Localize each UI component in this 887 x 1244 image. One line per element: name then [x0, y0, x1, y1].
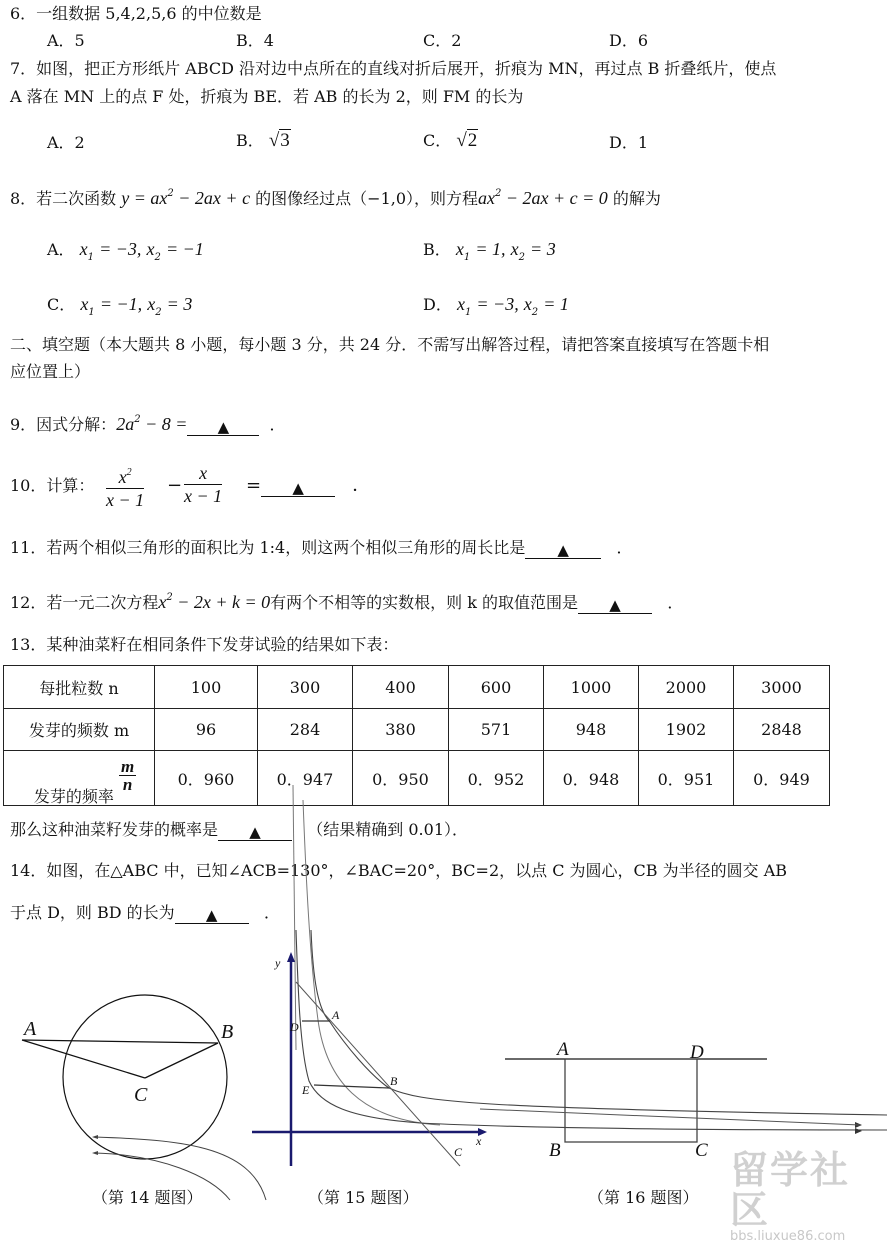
triangle-icon: ▲	[292, 479, 304, 497]
stray-lines	[293, 785, 440, 1125]
cell-rate: 0．949	[734, 751, 830, 806]
fig14-label-c: C	[134, 1084, 148, 1106]
x2-value: = −1	[165, 239, 204, 259]
cell-m: 380	[353, 709, 449, 751]
sqrt-icon: √2	[456, 130, 478, 151]
cell-m: 96	[155, 709, 258, 751]
cell-m: 1902	[639, 709, 734, 751]
q14-end: ．	[263, 903, 280, 922]
fig14-segment-ac	[22, 1040, 145, 1078]
triangle-icon: ▲	[249, 823, 261, 841]
stray-curve	[303, 800, 440, 1125]
q10-numerator-2: x	[184, 462, 222, 485]
q9-expr: 2a	[116, 414, 135, 434]
watermark-url: bbs.liuxue86.com	[730, 1229, 846, 1244]
q7-option-b-radicand: 3	[280, 130, 290, 151]
x-symbol: x	[510, 239, 519, 259]
x1-value: = −3,	[476, 294, 519, 314]
q7-line2: A 落在 MN 上的点 F 处，折痕为 BE．若 AB 的长为 2，则 FM 的长为	[10, 87, 524, 106]
fig15-label-e: E	[302, 1083, 310, 1097]
fig15-curve-inner	[296, 930, 887, 1130]
q12-exponent: 2	[166, 592, 173, 603]
fig15-curve-outer	[311, 930, 887, 1115]
fig16-ray-1	[480, 1109, 860, 1125]
fig15-segment-eb	[314, 1085, 389, 1088]
figure-16	[480, 1039, 862, 1161]
cell-rate: 0．950	[353, 751, 449, 806]
x2-value: = 3	[166, 294, 193, 314]
triangle-icon: ▲	[205, 906, 218, 924]
q8-suffix: 的解为	[612, 189, 661, 208]
fig15-label-b: B	[390, 1074, 398, 1088]
q10-equals: =	[246, 475, 262, 496]
cell-n: 600	[449, 666, 544, 709]
x-symbol: x	[79, 239, 88, 259]
fig14-label-b: B	[221, 1021, 234, 1043]
q9-exponent: 2	[134, 414, 141, 425]
fig14-circle	[63, 995, 227, 1159]
q7-option-b-label: B．	[236, 131, 264, 150]
q7-option-a: A．2	[47, 133, 85, 152]
q9-end: ．	[269, 415, 286, 434]
subscript: 1	[88, 307, 95, 318]
stray-line	[293, 785, 296, 1050]
fig15-line-ac	[296, 982, 460, 1166]
watermark	[730, 1150, 887, 1244]
x2-value: = 3	[530, 239, 556, 259]
q10-denominator-2: x − 1	[184, 486, 223, 506]
x2-value: = 1	[543, 294, 569, 314]
fig16-caption: （第 16 题图）	[588, 1188, 699, 1207]
fig15-label-y: y	[275, 956, 281, 970]
fig16-label-d: D	[690, 1042, 704, 1063]
subscript: 1	[463, 252, 471, 263]
q8-equation-rest: − 2ax + c = 0	[501, 188, 608, 208]
figure-14	[22, 995, 266, 1200]
q7-option-d: D．1	[609, 133, 649, 152]
q8-function-exponent: 2	[167, 188, 174, 199]
fig16-label-c: C	[695, 1140, 708, 1161]
cell-n: 2000	[639, 666, 734, 709]
subscript: 2	[155, 307, 162, 318]
option-label: B．	[423, 240, 451, 259]
q8-equation: ax	[478, 188, 496, 208]
arrow-icon	[287, 952, 295, 962]
q13-after: 那么这种油菜籽发芽的概率是	[10, 820, 219, 839]
x-symbol: x	[456, 294, 465, 314]
q13-stem: 13．某种油菜籽在相同条件下发芽试验的结果如下表：	[10, 635, 399, 654]
section2-header-line1: 二、填空题（本大题共 8 小题，每小题 3 分，共 24 分．不需写出解答过程，请把答案直接填写在答题卡相	[10, 335, 770, 354]
cell-rate: 0．947	[258, 751, 353, 806]
row-header-n: 每批粒数 n	[4, 666, 155, 709]
q12-end: ．	[667, 593, 684, 612]
q12-suffix: 有两个不相等的实数根，则 k 的取值范围是	[270, 593, 579, 612]
cell-rate: 0．951	[639, 751, 734, 806]
q8-function: y = ax	[121, 188, 168, 208]
subscript: 2	[531, 307, 539, 318]
cell-m: 571	[449, 709, 544, 751]
x-symbol: x	[80, 294, 89, 314]
figure-15	[252, 930, 887, 1166]
q14-line1: 14．如图，在△ABC 中，已知∠ACB=130°，∠BAC=20°，BC=2，以点 C 为圆心，CB 为半径的圆交 AB	[10, 861, 788, 880]
x-symbol: x	[146, 239, 155, 259]
q7-option-c-label: C．	[423, 131, 452, 150]
x1-value: = −1,	[99, 294, 143, 314]
num1-exponent: 2	[126, 467, 132, 478]
cell-m: 948	[544, 709, 639, 751]
option-label: A．	[47, 240, 75, 259]
q12-prefix: 12．若一元二次方程	[10, 593, 159, 612]
row-header-m: 发芽的频数 m	[4, 709, 155, 751]
subscript: 1	[464, 307, 472, 318]
subscript: 2	[154, 252, 161, 263]
q6-option-c: C．2	[423, 31, 462, 50]
x-symbol: x	[147, 294, 156, 314]
fig15-label-c: C	[454, 1145, 463, 1159]
q8-equation-exponent: 2	[495, 188, 502, 199]
cell-rate: 0．948	[544, 751, 639, 806]
cell-n: 300	[258, 666, 353, 709]
q12-rest: − 2x + k = 0	[172, 592, 271, 612]
option-label: C．	[47, 295, 76, 314]
q9-rest: − 8 =	[140, 414, 188, 434]
fig16-label-b: B	[549, 1140, 561, 1161]
cell-rate: 0．960	[155, 751, 258, 806]
q10-denominator-1: x − 1	[106, 490, 145, 510]
cell-m: 284	[258, 709, 353, 751]
fig15-label-x: x	[476, 1134, 482, 1148]
triangle-icon: ▲	[557, 541, 569, 559]
sqrt-icon: √3	[268, 130, 290, 151]
option-label: D．	[423, 295, 452, 314]
watermark-main: 留学社区	[730, 1148, 851, 1232]
cell-n: 100	[155, 666, 258, 709]
q6-option-d: D．6	[609, 31, 649, 50]
q6-option-b: B．4	[236, 31, 274, 50]
q10-end: ．	[352, 475, 371, 496]
x-symbol: x	[523, 294, 532, 314]
q10-prefix: 10．计算：	[10, 476, 95, 495]
triangle-icon: ▲	[217, 418, 230, 436]
cell-m: 2848	[734, 709, 830, 751]
fig15-label-d: D	[290, 1020, 299, 1034]
cell-rate: 0．952	[449, 751, 544, 806]
fig16-label-a: A	[557, 1039, 569, 1060]
q6-stem: 6．一组数据 5,4,2,5,6 的中位数是	[10, 4, 262, 23]
arrow-icon	[92, 1135, 98, 1155]
q6-option-a: A．5	[47, 31, 85, 50]
x-symbol: x	[455, 239, 464, 259]
q11-end: ．	[616, 538, 633, 557]
q9-prefix: 9．因式分解：	[10, 415, 117, 434]
q14-prefix: 于点 D，则 BD 的长为	[10, 903, 175, 922]
arrow-icon	[855, 1122, 862, 1134]
fig15-label-a: A	[332, 1008, 340, 1022]
num1-base: x	[118, 467, 127, 487]
q8-middle: 的图像经过点（−1,0），则方程	[255, 189, 479, 208]
x1-value: = 1,	[475, 239, 506, 259]
fig14-caption: （第 14 题图）	[92, 1188, 203, 1207]
cell-n: 1000	[544, 666, 639, 709]
cell-n: 400	[353, 666, 449, 709]
rate-fraction-denominator: n	[122, 774, 133, 794]
cell-n: 3000	[734, 666, 830, 709]
q12-expr: x	[158, 592, 167, 612]
fig14-segment-ab	[22, 1040, 218, 1043]
subscript: 2	[518, 252, 525, 263]
subscript: 1	[87, 252, 95, 263]
q7-option-c-radicand: 2	[467, 130, 478, 151]
rate-label: 发芽的频率	[33, 786, 114, 806]
q8-prefix: 8．若二次函数	[10, 189, 117, 208]
fig14-label-a: A	[24, 1018, 37, 1040]
fig14-segment-bc	[145, 1043, 218, 1078]
q10-minus: −	[167, 475, 183, 496]
q11-text: 11．若两个相似三角形的面积比为 1:4，则这两个相似三角形的周长比是	[10, 538, 526, 557]
fig15-caption: （第 15 题图）	[308, 1188, 419, 1207]
x1-value: = −3,	[99, 239, 142, 259]
q13-note: （结果精确到 0.01）．	[307, 820, 468, 839]
section2-header-line2: 应位置上）	[10, 362, 91, 381]
q8-function-rest: − 2ax + c	[173, 188, 251, 208]
rate-fraction-numerator: m	[120, 756, 135, 776]
triangle-icon: ▲	[609, 596, 621, 614]
q7-line1: 7．如图，把正方形纸片 ABCD 沿对边中点所在的直线对折后展开，折痕为 MN，再过点 B 折叠纸片，使点	[10, 59, 777, 78]
